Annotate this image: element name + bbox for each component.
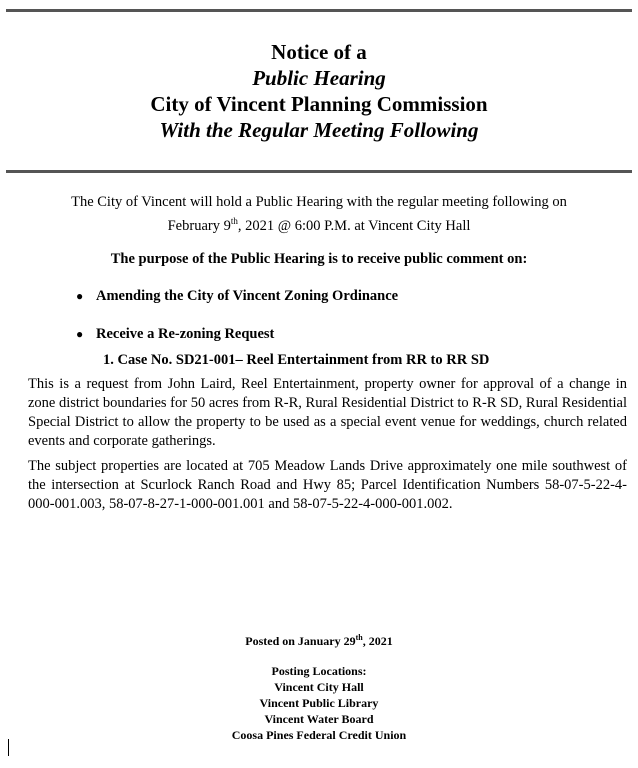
location-paragraph: The subject properties are located at 705 Meadow Lands Drive approximately one mile southwest of the intersection at Scurlock Ranch Road and Hwy 85; Parcel Identification Numbers 58-07-5-22-4-000-001.003, 58-07-8-27-1-000-001.001 and 58-07-5-22-4-000-001.002.: [28, 458, 627, 512]
heading-line-3: City of Vincent Planning Commission: [150, 92, 488, 116]
case-heading: 1. Case No. SD21-001– Reel Entertainment from RR to RR SD: [103, 352, 490, 368]
middle-divider: [6, 170, 632, 173]
heading-line-2: [0, 66, 638, 91]
intro-date-suffix: th: [230, 216, 238, 226]
intro-line-1: The City of Vincent will hold a Public Hearing with the regular meeting following on: [71, 194, 567, 210]
posting-location: Vincent Water Board: [264, 712, 374, 726]
text-cursor: [8, 739, 9, 756]
bullet-text: Receive a Re-zoning Request: [96, 326, 275, 342]
bullet-text: Amending the City of Vincent Zoning Ordinance: [96, 288, 399, 304]
intro-time-place: , 2021 @ 6:00 P.M. at Vincent City Hall: [237, 217, 471, 234]
posting-location: Vincent City Hall: [274, 680, 364, 694]
bullet-item: [76, 326, 274, 343]
posting-location: Coosa Pines Federal Credit Union: [231, 728, 407, 742]
posted-date: [0, 630, 638, 649]
posted-date-year: , 2021: [362, 634, 393, 648]
heading-line-4: [0, 118, 638, 143]
heading-line-1: Notice of a: [271, 40, 367, 64]
bullet-icon: ●: [76, 327, 84, 341]
posted-date-suffix: th: [355, 633, 363, 642]
bullet-item: [76, 288, 398, 305]
heading-regular-meeting: With the Regular Meeting Following: [159, 118, 479, 142]
bullet-icon: ●: [76, 289, 84, 303]
posted-date-text: Posted on January 29: [245, 634, 356, 648]
request-paragraph: This is a request from John Laird, Reel Entertainment, property owner for approval of a change in zone district boundaries for 50 acres from R-R, Rural Residential District to R-R SD, Rural Residential Special District to allow the property to be used as a special event venue for weddings, church related events and corporate gatherings.: [28, 376, 627, 449]
posting-location: Vincent Public Library: [259, 696, 379, 710]
heading-public-hearing: Public Hearing: [252, 66, 386, 90]
purpose-statement: The purpose of the Public Hearing is to receive public comment on:: [110, 251, 528, 267]
intro-line-2: [0, 212, 638, 236]
posting-locations-heading: Posting Locations:: [271, 664, 367, 678]
top-divider: [6, 9, 632, 12]
intro-date: February 9: [167, 217, 231, 234]
